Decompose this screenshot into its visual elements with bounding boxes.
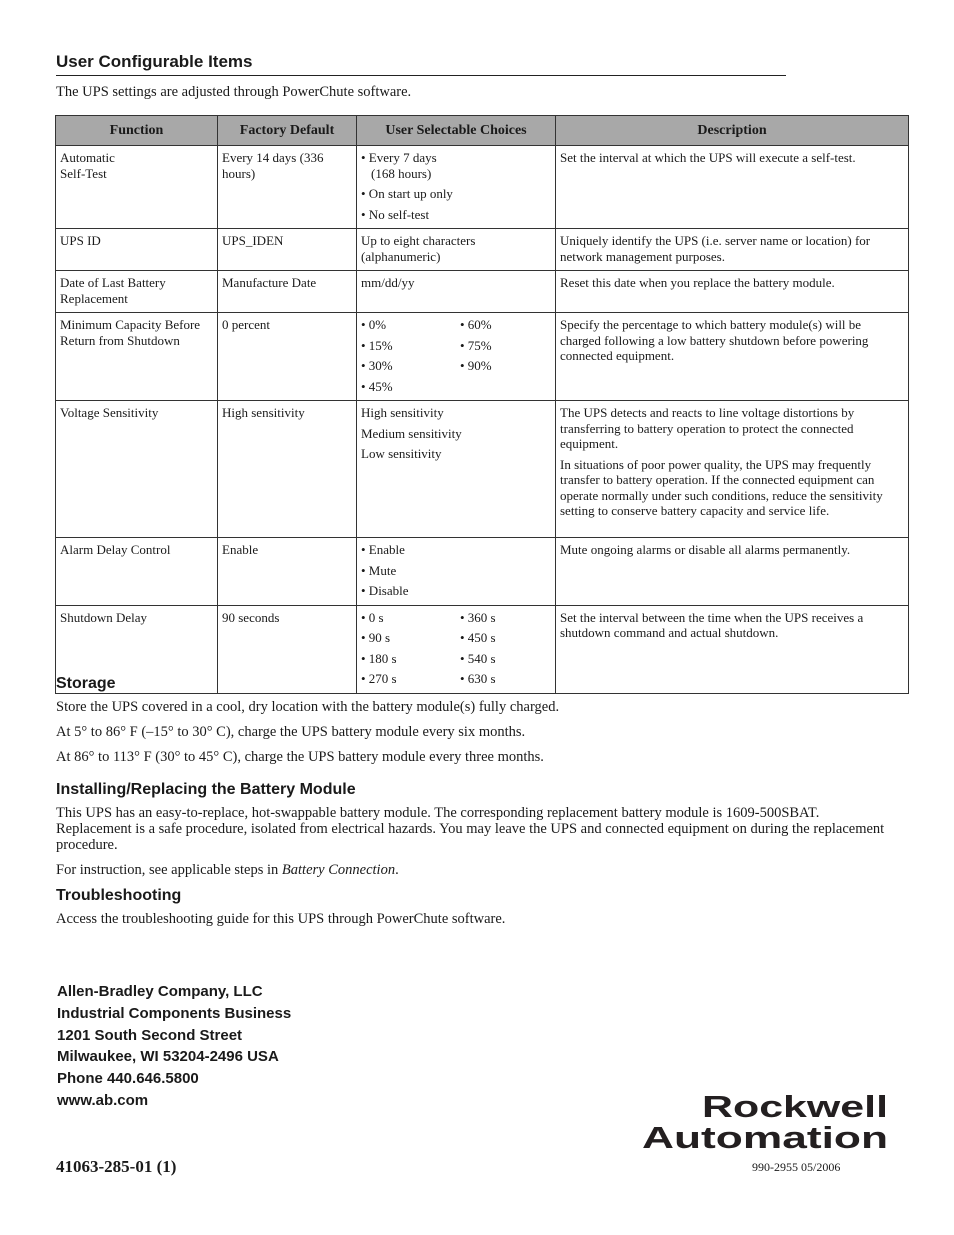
cell-function: Voltage Sensitivity: [56, 401, 218, 538]
settings-table: [55, 115, 909, 694]
company-division: Industrial Components Business: [57, 1004, 292, 1022]
battery-section: [56, 782, 896, 887]
troubleshooting-section: [56, 888, 896, 936]
cell-description: [556, 229, 909, 271]
description-text: In situations of poor power quality, the UPS may frequently transfer to battery operation. If the connected equipment can operate normally under such conditions, reduce the sensitivity setting to conserve battery capacity and service life.: [560, 456, 883, 518]
battery-connection-reference: Battery Connection: [281, 862, 396, 878]
description-text: Mute ongoing alarms or disable all alarms permanently.: [560, 542, 851, 557]
choice-item: • No self-test: [361, 206, 430, 222]
choice-item: • 15%: [361, 337, 393, 353]
choice-item: (168 hours): [371, 165, 432, 181]
choice-item: Up to eight characters (alphanumeric): [361, 233, 476, 264]
choice-item: • Disable: [361, 583, 409, 598]
choices-grid: [361, 317, 551, 394]
choice-item: • Mute: [361, 562, 397, 578]
choice-item: High sensitivity: [361, 405, 444, 420]
storage-paragraph: At 86° to 113° F (30° to 45° C), charge the UPS battery module every three months.: [56, 749, 544, 765]
instruction-end: .: [395, 862, 399, 878]
cell-choices: [357, 401, 556, 538]
cell-description: [556, 146, 909, 229]
choice-item: • 0%: [361, 317, 387, 332]
instruction-text: For instruction, see applicable steps in: [56, 862, 282, 878]
website: www.ab.com: [57, 1091, 149, 1109]
choice-item: • 75%: [460, 337, 492, 353]
header-factory-default: Factory Default: [218, 116, 357, 146]
cell-description: [556, 313, 909, 401]
cell-default: Enable: [218, 538, 357, 606]
rockwell-automation-logo: [640, 1090, 890, 1150]
table-row: [56, 401, 909, 538]
table-row: [56, 313, 909, 401]
battery-instruction: [56, 862, 896, 878]
table-row: [56, 271, 909, 313]
section-heading-user-configurable-items: User Configurable Items: [56, 52, 786, 76]
cell-function: Automatic Self-Test: [56, 146, 218, 229]
storage-paragraph: Store the UPS covered in a cool, dry location with the battery module(s) fully charged.: [56, 699, 560, 715]
choice-item: • 180 s: [361, 650, 397, 666]
cell-description: [556, 271, 909, 313]
logo-line-2: Automation: [642, 1120, 888, 1150]
choice-item: • Every 7 days: [361, 150, 437, 165]
description-text: The UPS detects and reacts to line voltage distortions by transferring to battery operation to protect the connected equipment.: [560, 405, 855, 451]
choices-grid: [361, 610, 551, 687]
table-row: [56, 146, 909, 229]
description-text: Set the interval at which the UPS will execute a self-test.: [560, 150, 856, 165]
choice-item: • 540 s: [460, 650, 496, 666]
table-row: [56, 538, 909, 606]
cell-description: [556, 538, 909, 606]
storage-section: [56, 676, 896, 774]
choice-item: Low sensitivity: [361, 446, 442, 461]
description-text: Reset this date when you replace the battery module.: [560, 275, 835, 290]
storage-paragraph: At 5° to 86° F (–15° to 30° C), charge the UPS battery module every six months.: [56, 724, 526, 740]
description-text: Specify the percentage to which battery module(s) will be charged following a low battery shutdown before powering connected equipment.: [560, 317, 869, 363]
company-address: [57, 981, 291, 1112]
choice-item: • 360 s: [460, 609, 496, 625]
cell-choices: [357, 229, 556, 271]
street-address: 1201 South Second Street: [57, 1026, 243, 1044]
choice-item: • 630 s: [460, 671, 496, 686]
choice-item: • 0 s: [361, 609, 384, 625]
choice-item: • 90%: [460, 358, 492, 373]
cell-default: UPS_IDEN: [218, 229, 357, 271]
cell-function: Date of Last Battery Replacement: [56, 271, 218, 313]
choice-item: • 90 s: [361, 630, 391, 645]
document-number: 41063-285-01 (1): [56, 1157, 177, 1176]
cell-choices: [357, 538, 556, 606]
choice-item: • 45%: [361, 378, 393, 394]
cell-default: Every 14 days (336 hours): [218, 146, 357, 229]
cell-default: High sensitivity: [218, 401, 357, 538]
header-description: Description: [556, 116, 909, 146]
table-row: [56, 229, 909, 271]
description-text: Set the interval between the time when the UPS receives a shutdown command and actual shutdown.: [560, 609, 864, 640]
choice-item: • 60%: [460, 317, 492, 332]
logo-line-1: Rockwell: [702, 1090, 888, 1124]
troubleshooting-paragraph: Access the troubleshooting guide for this UPS through PowerChute software.: [56, 911, 506, 927]
choice-item: • 270 s: [361, 671, 397, 686]
description-text: Uniquely identify the UPS (i.e. server name or location) for network management purposes.: [560, 233, 871, 264]
phone-number: Phone 440.646.5800: [57, 1070, 199, 1088]
cell-choices: [357, 271, 556, 313]
choice-item: • On start up only: [361, 186, 453, 201]
cell-description: [556, 401, 909, 538]
city-state-zip: Milwaukee, WI 53204-2496 USA: [57, 1048, 279, 1066]
cell-function: Minimum Capacity Before Return from Shutdown: [56, 313, 218, 401]
intro-text: The UPS settings are adjusted through PowerChute software.: [56, 84, 412, 100]
publication-code: 990-2955 05/2006: [752, 1160, 841, 1174]
cell-default: Manufacture Date: [218, 271, 357, 313]
cell-default: 90 seconds: [218, 605, 357, 693]
choice-item: • 30%: [361, 358, 393, 373]
troubleshooting-heading: Troubleshooting: [56, 887, 182, 904]
cell-function: Alarm Delay Control: [56, 538, 218, 606]
storage-heading: Storage: [56, 675, 116, 692]
choice-item: • 450 s: [460, 630, 496, 645]
table-header-row: [56, 116, 909, 146]
battery-heading: Installing/Replacing the Battery Module: [56, 781, 356, 798]
company-name: Allen-Bradley Company, LLC: [57, 983, 263, 1000]
cell-function: UPS ID: [56, 229, 218, 271]
choice-item: Medium sensitivity: [361, 425, 462, 441]
cell-choices: [357, 146, 556, 229]
battery-paragraph: This UPS has an easy-to-replace, hot-swappable battery module. The corresponding replacement battery module is 1609-500SBAT. Replacement is a safe procedure, isolated from electrical hazards. You may leave the UPS and connected equipment on during the replacement procedure.: [56, 805, 885, 853]
cell-choices: [357, 313, 556, 401]
cell-function: Shutdown Delay: [56, 605, 218, 693]
header-function: Function: [56, 116, 218, 146]
choice-item: • Enable: [361, 542, 405, 557]
header-user-selectable-choices: User Selectable Choices: [357, 116, 556, 146]
cell-default: 0 percent: [218, 313, 357, 401]
choice-item: mm/dd/yy: [361, 275, 415, 290]
